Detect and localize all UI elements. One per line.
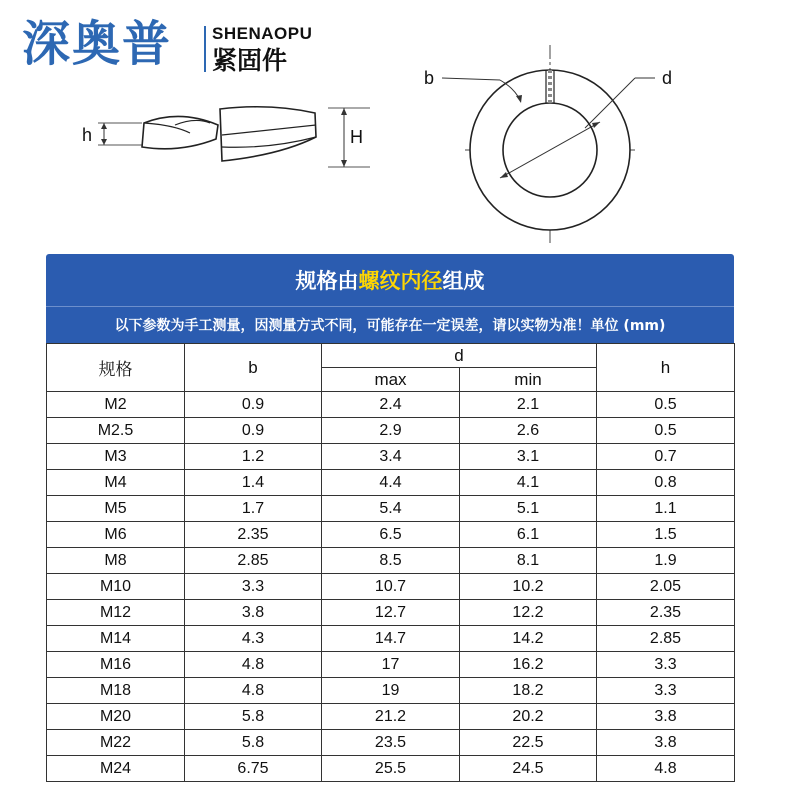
cell-h: 1.1: [597, 496, 735, 522]
cell-h: 0.5: [597, 418, 735, 444]
cell-b: 5.8: [185, 704, 322, 730]
cell-dmax: 23.5: [322, 730, 460, 756]
brand-name-en: SHENAOPU: [212, 24, 313, 43]
cell-h: 2.35: [597, 600, 735, 626]
cell-h: 1.5: [597, 522, 735, 548]
header-d: d: [322, 344, 597, 368]
brand-subtitle: 紧固件: [212, 46, 288, 75]
header-h: h: [597, 344, 735, 392]
header-d-max: max: [322, 368, 460, 392]
cell-spec: M5: [47, 496, 185, 522]
cell-b: 1.4: [185, 470, 322, 496]
cell-h: 2.05: [597, 574, 735, 600]
cell-b: 1.2: [185, 444, 322, 470]
table-row: [47, 496, 735, 522]
cell-dmax: 19: [322, 678, 460, 704]
cell-dmax: 2.4: [322, 392, 460, 418]
table-title-highlight: 螺纹内径: [358, 269, 443, 293]
cell-spec: M20: [47, 704, 185, 730]
cell-b: 0.9: [185, 418, 322, 444]
cell-spec: M16: [47, 652, 185, 678]
header-spec: 规格: [47, 344, 185, 392]
cell-dmax: 12.7: [322, 600, 460, 626]
cell-dmin: 14.2: [460, 626, 597, 652]
cell-spec: M12: [47, 600, 185, 626]
cell-dmin: 22.5: [460, 730, 597, 756]
header-d-min: min: [460, 368, 597, 392]
table-row: [47, 548, 735, 574]
cell-b: 0.9: [185, 392, 322, 418]
cell-b: 4.8: [185, 678, 322, 704]
table-note: 以下参数为手工测量，因测量方式不同，可能存在一定误差，请以实物为准！单位 (mm): [46, 306, 734, 343]
cell-dmax: 2.9: [322, 418, 460, 444]
table-row: [47, 756, 735, 782]
cell-h: 0.8: [597, 470, 735, 496]
cell-spec: M24: [47, 756, 185, 782]
table-row: [47, 574, 735, 600]
cell-dmax: 6.5: [322, 522, 460, 548]
cell-h: 4.8: [597, 756, 735, 782]
cell-spec: M18: [47, 678, 185, 704]
cell-dmax: 21.2: [322, 704, 460, 730]
cell-dmax: 25.5: [322, 756, 460, 782]
table-row: [47, 392, 735, 418]
cell-dmin: 10.2: [460, 574, 597, 600]
cell-h: 0.5: [597, 392, 735, 418]
cell-spec: M10: [47, 574, 185, 600]
cell-dmin: 3.1: [460, 444, 597, 470]
cell-dmax: 5.4: [322, 496, 460, 522]
cell-dmax: 10.7: [322, 574, 460, 600]
cell-dmin: 20.2: [460, 704, 597, 730]
label-h: h: [82, 125, 93, 145]
cell-dmin: 5.1: [460, 496, 597, 522]
cell-b: 4.8: [185, 652, 322, 678]
brand-name-cn: 深奥普: [22, 16, 173, 72]
table-row: [47, 652, 735, 678]
washer-top-view: [410, 40, 700, 250]
cell-dmin: 2.6: [460, 418, 597, 444]
table-row: [47, 522, 735, 548]
cell-h: 3.3: [597, 678, 735, 704]
label-H: H: [350, 127, 363, 147]
cell-b: 1.7: [185, 496, 322, 522]
label-d: d: [662, 68, 673, 88]
cell-spec: M14: [47, 626, 185, 652]
cell-dmax: 8.5: [322, 548, 460, 574]
cell-spec: M2: [47, 392, 185, 418]
washer-side-view: [70, 95, 390, 185]
cell-h: 3.3: [597, 652, 735, 678]
table-row: [47, 470, 735, 496]
cell-b: 5.8: [185, 730, 322, 756]
cell-h: 2.85: [597, 626, 735, 652]
spec-table: [46, 343, 735, 782]
cell-h: 0.7: [597, 444, 735, 470]
cell-dmax: 3.4: [322, 444, 460, 470]
table-row: [47, 418, 735, 444]
table-row: [47, 678, 735, 704]
cell-dmin: 12.2: [460, 600, 597, 626]
cell-spec: M22: [47, 730, 185, 756]
cell-h: 3.8: [597, 704, 735, 730]
cell-b: 3.8: [185, 600, 322, 626]
cell-b: 2.85: [185, 548, 322, 574]
cell-dmax: 14.7: [322, 626, 460, 652]
label-b: b: [424, 68, 435, 88]
cell-dmin: 24.5: [460, 756, 597, 782]
cell-h: 1.9: [597, 548, 735, 574]
cell-b: 2.35: [185, 522, 322, 548]
cell-dmin: 2.1: [460, 392, 597, 418]
cell-dmin: 8.1: [460, 548, 597, 574]
table-title: [46, 254, 734, 306]
table-title-post: 组成: [442, 269, 485, 293]
header-b: b: [185, 344, 322, 392]
cell-dmax: 17: [322, 652, 460, 678]
cell-dmax: 4.4: [322, 470, 460, 496]
table-row: [47, 626, 735, 652]
table-row: [47, 704, 735, 730]
spec-table-body: [47, 392, 735, 782]
table-title-pre: 规格由: [295, 269, 359, 293]
cell-spec: M4: [47, 470, 185, 496]
cell-spec: M6: [47, 522, 185, 548]
cell-spec: M8: [47, 548, 185, 574]
brand-divider: [204, 26, 206, 72]
cell-spec: M3: [47, 444, 185, 470]
cell-dmin: 6.1: [460, 522, 597, 548]
cell-dmin: 4.1: [460, 470, 597, 496]
table-row: [47, 600, 735, 626]
cell-spec: M2.5: [47, 418, 185, 444]
cell-dmin: 16.2: [460, 652, 597, 678]
cell-h: 3.8: [597, 730, 735, 756]
cell-b: 6.75: [185, 756, 322, 782]
cell-dmin: 18.2: [460, 678, 597, 704]
cell-b: 3.3: [185, 574, 322, 600]
table-row: [47, 444, 735, 470]
cell-b: 4.3: [185, 626, 322, 652]
table-row: [47, 730, 735, 756]
